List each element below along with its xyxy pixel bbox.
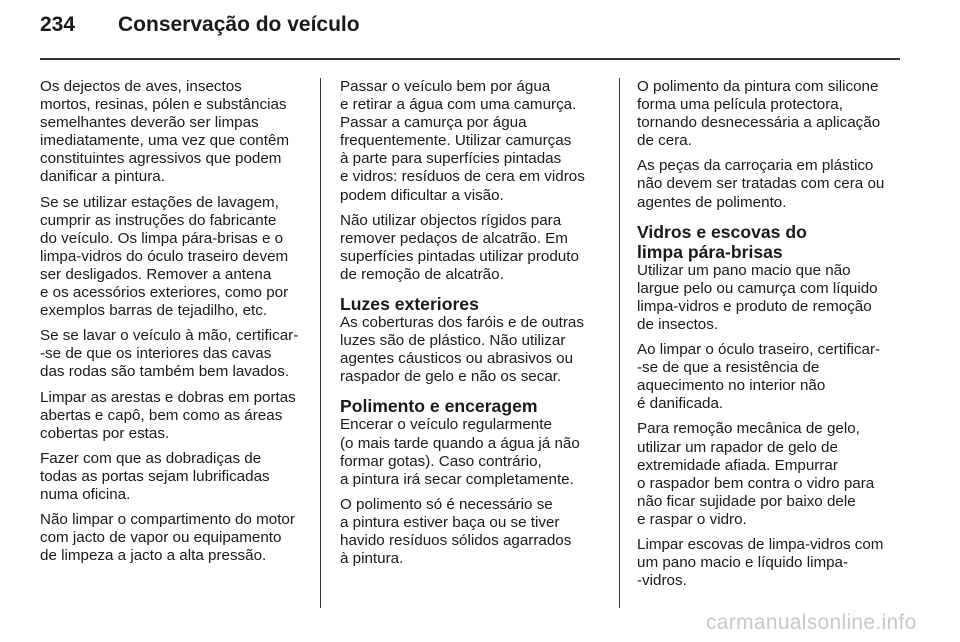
section-heading-polishing: Polimento e enceragem [340,396,538,417]
paragraph: Encerar o veículo regularmente (o mais tarde quando a água já não formar gotas). Caso contrário, a pintura irá secar completamente. [340,416,580,488]
section-heading-glass-wipers: Vidros e escovas do limpa pára-brisas [637,221,807,262]
paragraph: Se se lavar o veículo à mão, certificar- -se de que os interiores das cavas das rodas são também bem lavados. [40,327,299,381]
page-title: Conservação do veículo [118,13,360,36]
column-2 [340,78,612,575]
column-3 [637,78,909,597]
paragraph: Utilizar um pano macio que não largue pelo ou camurça com líquido limpa-vidros e produto de remoção de insectos. [637,261,878,333]
paragraph: Não utilizar objectos rígidos para remover pedaços de alcatrão. Em superfícies pintadas utilizar produto de remoção de alcatrão. [340,211,579,283]
header-rule [40,58,900,60]
column-divider [619,78,620,608]
paragraph: As coberturas dos faróis e de outras luzes são de plástico. Não utilizar agentes cáusticos ou abrasivos ou raspador de gelo e não os secar. [340,314,584,386]
paragraph: Não limpar o compartimento do motor com jacto de vapor ou equipamento de limpeza a jacto a alta pressão. [40,511,295,565]
paragraph: O polimento da pintura com silicone forma uma película protectora, tornando desnecessária a aplicação de cera. [637,78,881,150]
page-number: 234 [40,13,76,36]
paragraph: Ao limpar o óculo traseiro, certificar- -se de que a resistência de aquecimento no interior não é danificada. [637,341,881,413]
column-divider [320,78,321,608]
watermark: carmanualsonline.info [706,611,917,634]
paragraph: Fazer com que as dobradiças de todas as portas sejam lubrificadas numa oficina. [40,449,270,503]
paragraph: As peças da carroçaria em plástico não devem ser tratadas com cera ou agentes de polimento. [637,157,885,211]
paragraph: Se se utilizar estações de lavagem, cumprir as instruções do fabricante do veículo. Os limpa pára-brisas e o limpa-vidros do óculo traseiro devem ser desligados. Remover a antena e os acessórios exteriores, como por exemplos barras de tejadilho, etc. [40,193,289,320]
section-heading-exterior-lights: Luzes exteriores [340,294,479,315]
paragraph: O polimento só é necessário se a pintura estiver baça ou se tiver havido resíduos sólidos agarrados à pintura. [340,495,572,568]
page-header [40,13,360,43]
paragraph: Para remoção mecânica de gelo, utilizar um rapador de gelo de extremidade afiada. Empurrar o raspador bem contra o vidro para não ficar sujidade por baixo dele e raspar o vidro. [637,420,875,528]
paragraph: Os dejectos de aves, insectos mortos, resinas, pólen e substâncias semelhantes deverão ser limpas imediatamente, uma vez que contêm constituintes agressivos que podem danificar a pintura. [40,78,290,186]
paragraph: Limpar escovas de limpa-vidros com um pano macio e líquido limpa- -vidros. [637,535,884,590]
column-1 [40,78,312,572]
paragraph: Limpar as arestas e dobras em portas abertas e capô, bem como as áreas cobertas por estas. [40,388,296,442]
paragraph: Passar o veículo bem por água e retirar a água com uma camurça. Passar a camurça por água frequentemente. Utilizar camurças à parte para superfícies pintadas e vidros: resíduos de cera em vidros podem dificultar a visão. [340,78,585,204]
